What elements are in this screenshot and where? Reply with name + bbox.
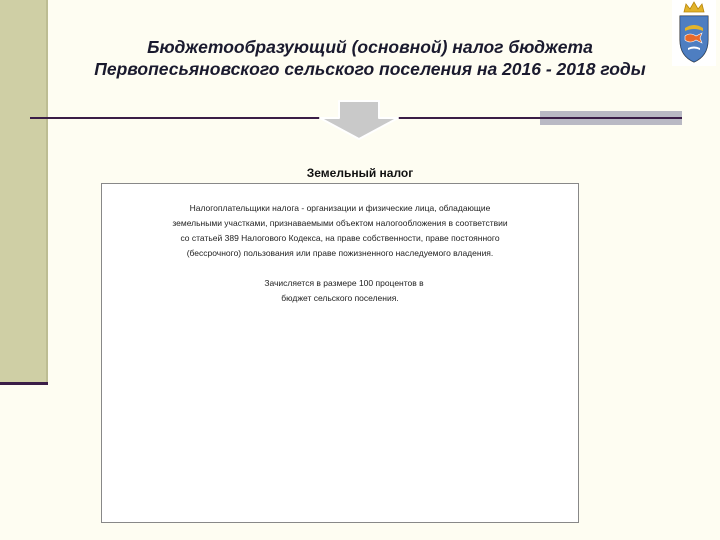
content-line: (бессрочного) пользования или праве пожизненного наследуемого владения. — [186, 248, 494, 258]
content-line: земельными участками, признаваемыми объектом налогообложения в соответствии — [172, 218, 508, 228]
note-line-2: бюджет сельского поселения. — [281, 293, 399, 303]
content-text — [102, 201, 578, 306]
content-box — [101, 183, 579, 523]
page-title-line-1: Бюджетообразующий (основной) налог бюджета — [147, 37, 593, 57]
section-heading: Земельный налог — [306, 166, 414, 180]
page-title-line-2: Первопесьяновского сельского поселения на 2016 - 2018 годы — [94, 59, 646, 79]
page-title — [50, 36, 690, 80]
left-bar-base-line — [0, 382, 48, 385]
content-line: Налогоплательщики налога - организации и физические лица, обладающие — [189, 203, 491, 213]
note-line-1: Зачисляется в размере 100 процентов в — [264, 278, 424, 288]
content-line: со статьей 389 Налогового Кодекса, на праве собственности, праве постоянного — [180, 233, 500, 243]
coat-of-arms-icon — [672, 0, 716, 66]
down-arrow-icon — [318, 100, 400, 140]
left-decorative-bar — [0, 0, 48, 382]
